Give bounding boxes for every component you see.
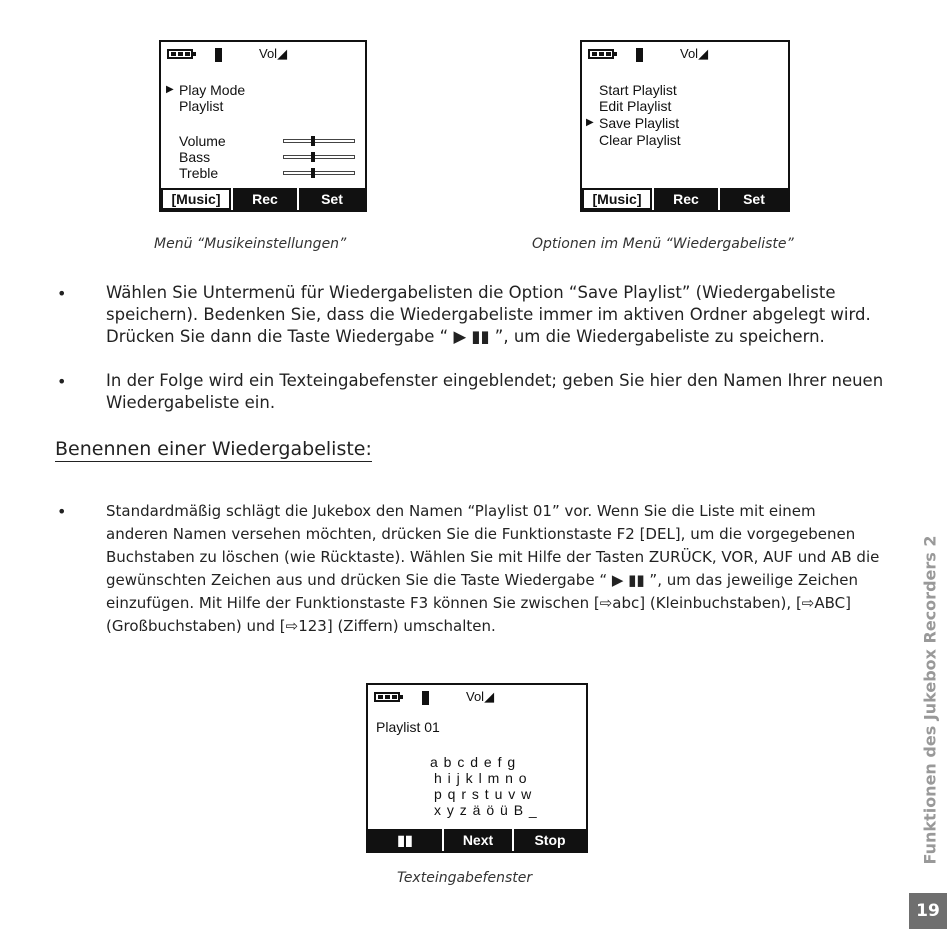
- status-bar: [588, 48, 778, 62]
- softkey-bar: [161, 188, 365, 210]
- setting-bass-label: Bass: [179, 149, 211, 165]
- menu-item-save-playlist[interactable]: Save Playlist: [599, 115, 680, 131]
- char-row-2[interactable]: h i j k l m n o: [434, 770, 528, 786]
- status-bar: [374, 691, 564, 705]
- menu-item-start-playlist[interactable]: Start Playlist: [599, 82, 677, 98]
- setting-volume-label: Volume: [179, 133, 226, 149]
- bullet-marker: •: [57, 502, 67, 521]
- char-row-1[interactable]: a b c d e f g: [430, 754, 517, 770]
- volume-indicator: Vol◢: [466, 689, 495, 704]
- caption-text-input: Texteingabefenster: [397, 870, 533, 886]
- battery-icon: [588, 49, 614, 59]
- treble-slider[interactable]: [283, 169, 355, 177]
- section-heading: Benennen einer Wiedergabeliste:: [55, 438, 372, 460]
- music-settings-screen: [159, 40, 367, 212]
- volume-indicator: Vol◢: [680, 46, 709, 61]
- softkey-music[interactable]: [Music]: [582, 188, 652, 210]
- playlist-options-screen: [580, 40, 790, 212]
- battery-icon: [374, 692, 400, 702]
- menu-item-play-mode[interactable]: Play Mode: [179, 82, 246, 98]
- signal-icon: [636, 48, 643, 62]
- instruction-text-input: In der Folge wird ein Texteingabefenster eingeblendet; geben Sie hier den Namen Ihrer neuen Wiedergabeliste ein.: [106, 371, 884, 412]
- softkey-next[interactable]: Next: [462, 832, 494, 848]
- playlist-name-field[interactable]: Playlist 01: [376, 719, 440, 735]
- page-number: 19: [909, 893, 947, 929]
- softkey-bar: [368, 829, 586, 851]
- caption-music-settings: Menü “Musikeinstellungen”: [154, 236, 347, 252]
- signal-icon: [422, 691, 429, 705]
- softkey-set[interactable]: Set: [743, 191, 765, 207]
- char-row-4[interactable]: x y z ä ö ü B _: [434, 802, 538, 818]
- softkey-bar: [582, 188, 788, 210]
- signal-icon: [215, 48, 222, 62]
- softkey-music[interactable]: [Music]: [161, 188, 231, 210]
- instruction-save-playlist: Wählen Sie Untermenü für Wiedergabelisten die Option “Save Playlist” (Wiedergabeliste speichern). Bedenken Sie, dass die Wiedergabeliste immer im aktiven Ordner abgelegt wird. Drücken Sie dann die Taste Wiedergabe “ ▶ ▮▮ ”, um die Wiedergabeliste zu speichern.: [106, 283, 871, 346]
- volume-slider[interactable]: [283, 137, 355, 145]
- menu-item-edit-playlist[interactable]: Edit Playlist: [599, 98, 672, 114]
- char-row-3[interactable]: p q r s t u v w: [434, 786, 533, 802]
- instruction-naming: Standardmäßig schlägt die Jukebox den Namen “Playlist 01” vor. Wenn Sie die Liste mit einem anderen Namen versehen möchten, drücken Sie die Funktionstaste F2 [DEL], um die vorgegebenen Buchstaben zu löschen (wie Rücktaste). Wählen Sie mit Hilfe der Tasten ZURÜCK, VOR, AUF und AB die gewünschten Zeichen aus und drücken Sie die Taste Wiedergabe “ ▶ ▮▮ ”, um das jeweilige Zeichen einzufügen. Mit Hilfe der Funktionstaste F3 können Sie zwischen [⇨abc] (Kleinbuchstaben), [⇨ABC] (Großbuchstaben) und [⇨123] (Ziffern) umschalten.: [106, 502, 880, 635]
- battery-icon: [167, 49, 193, 59]
- side-chapter-title: Funktionen des Jukebox Recorders 2: [920, 535, 940, 865]
- softkey-set[interactable]: Set: [321, 191, 343, 207]
- menu-item-playlist[interactable]: Playlist: [179, 98, 224, 114]
- text-input-screen: [366, 683, 588, 853]
- status-bar: [167, 48, 357, 62]
- volume-indicator: Vol◢: [259, 46, 288, 61]
- softkey-stop[interactable]: Stop: [534, 832, 566, 848]
- setting-treble-label: Treble: [179, 165, 219, 181]
- menu-item-clear-playlist[interactable]: Clear Playlist: [599, 132, 681, 148]
- bullet-marker: •: [57, 284, 67, 303]
- softkey-rec[interactable]: Rec: [673, 191, 699, 207]
- caption-playlist-options: Optionen im Menü “Wiedergabeliste”: [532, 236, 794, 252]
- bass-slider[interactable]: [283, 153, 355, 161]
- selection-arrow-icon: ▶: [166, 84, 174, 95]
- softkey-rec[interactable]: Rec: [252, 191, 278, 207]
- selection-arrow-icon: ▶: [586, 117, 594, 128]
- softkey-pause[interactable]: ▮▮: [397, 832, 413, 848]
- bullet-marker: •: [57, 372, 67, 391]
